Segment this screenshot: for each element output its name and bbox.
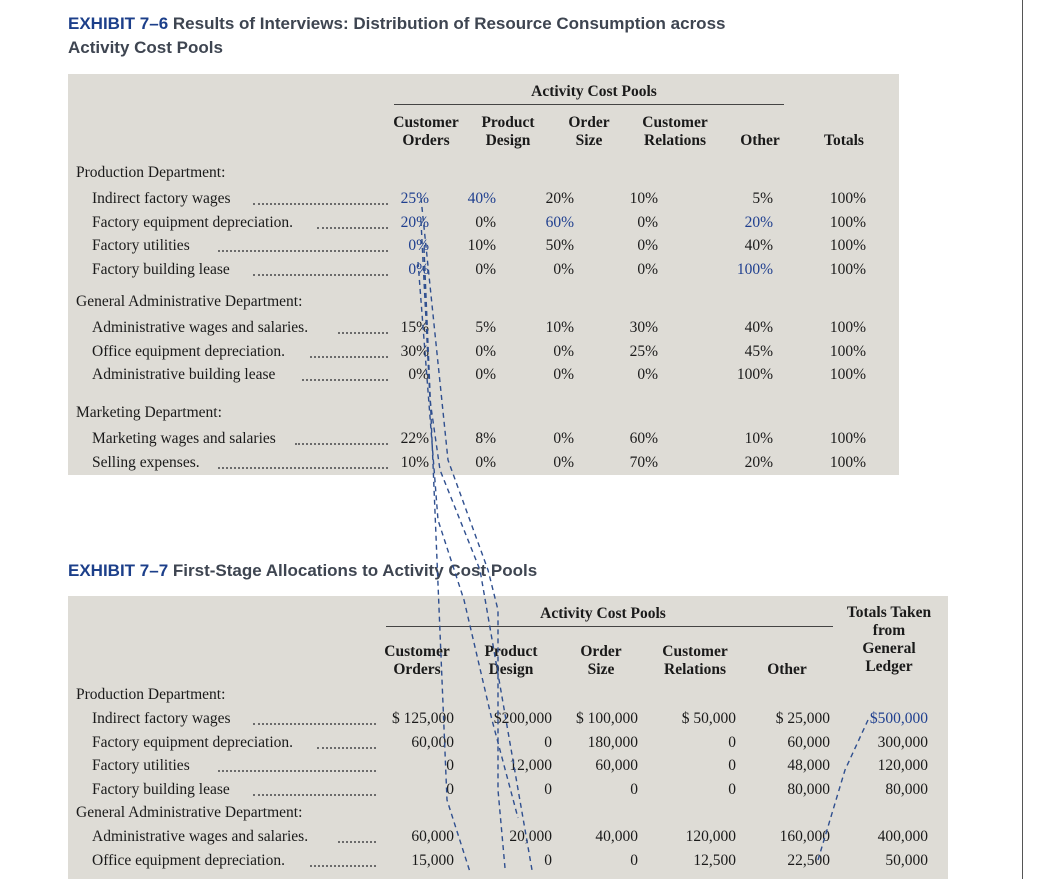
ex6-cell: 0% <box>475 342 496 360</box>
ex7-cell: 12,000 <box>509 757 552 774</box>
ex7-section-heading: Production Department: <box>76 686 226 703</box>
ex6-row-label: Factory utilities <box>92 237 190 254</box>
ex6-cell: 0% <box>637 366 658 383</box>
ex6-cell: 50% <box>545 237 574 254</box>
ex6-cell: 100% <box>736 260 773 278</box>
ex6-cell: 20% <box>744 453 773 471</box>
ex6-cell: 10% <box>744 430 773 447</box>
ex7-row-label: Indirect factory wages <box>92 710 231 727</box>
ex6-cell: 10% <box>400 453 429 471</box>
ex7-col-other: Other <box>767 661 807 678</box>
ex6-col-totals: Totals <box>824 132 864 149</box>
exhibit-7-7-title-text: First-Stage Allocations to Activity Cost Pools <box>172 561 538 580</box>
ex7-cell: $200,000 <box>493 710 552 727</box>
ex6-cell: 70% <box>629 453 658 471</box>
ex6-cell: 0% <box>475 366 496 383</box>
ex6-section-heading: Production Department: <box>76 164 226 181</box>
ex6-cell: 0% <box>475 213 496 231</box>
ex7-col-order-size: Order Size <box>580 643 622 678</box>
ex6-cell: 0% <box>553 260 574 278</box>
exhibit-7-6-title-line1: Results of Interviews: Distribution of Resource Consumption across <box>172 14 726 33</box>
exhibit-7-6-title-line2: Activity Cost Pools <box>68 38 223 57</box>
ex7-cell: 180,000 <box>587 733 638 751</box>
ex7-cell: 0 <box>446 780 454 798</box>
ex7-cell: 22,500 <box>787 851 830 869</box>
ex7-cell: $ 125,000 <box>392 710 454 727</box>
ex7-row-label: Factory utilities <box>92 757 190 774</box>
ex7-cell: 300,000 <box>877 733 928 751</box>
ex6-cell: 0% <box>408 366 429 383</box>
ex6-cell: 60% <box>545 213 574 231</box>
ex7-col-customer-relations: Customer Relations <box>662 643 728 678</box>
ex6-row-label: Selling expenses. <box>92 453 200 471</box>
ex7-cell: $500,000 <box>869 710 928 727</box>
ex6-cell: 100% <box>829 260 866 278</box>
ex6-cell: 0% <box>553 453 574 471</box>
ex7-cell: 15,000 <box>411 851 454 869</box>
ex7-col-totals: Totals Taken from General Ledger <box>846 604 932 675</box>
ex7-col-customer-orders: Customer Orders <box>384 643 450 678</box>
ex6-cell: 22% <box>400 430 429 447</box>
ex6-cell: 0% <box>553 430 574 447</box>
ex7-cell: 0 <box>630 851 638 869</box>
arrow-path-utilities <box>424 248 470 872</box>
ex7-cell: 80,000 <box>787 780 830 798</box>
ex6-cell: 0% <box>637 260 658 278</box>
ex6-cell: 0% <box>637 213 658 231</box>
ex6-row-label: Marketing wages and salaries <box>92 430 276 447</box>
arrow-path-customer-orders <box>421 221 532 870</box>
ex7-section-heading: General Administrative Department: <box>76 804 303 821</box>
ex7-cell: 160,000 <box>779 828 830 845</box>
ex6-cell: 45% <box>744 342 773 360</box>
ex7-cell: 120,000 <box>685 828 736 845</box>
ex6-row-label: Indirect factory wages <box>92 190 231 207</box>
ex7-row-label: Administrative wages and salaries. <box>92 828 309 845</box>
ex6-cell: 0% <box>553 342 574 360</box>
ex6-section-heading: General Administrative Department: <box>76 293 303 310</box>
ex6-cell: 100% <box>829 190 866 207</box>
ex7-cell: 0 <box>728 733 736 751</box>
ex7-group-header: Activity Cost Pools <box>540 605 666 622</box>
ex7-row-label: Factory building lease <box>92 780 230 798</box>
ex6-cell: 15% <box>400 319 429 336</box>
ex6-cell: 0% <box>408 237 429 254</box>
ex6-cell: 30% <box>629 319 658 336</box>
ex7-cell: 0 <box>728 757 736 774</box>
exhibit-7-7-number: EXHIBIT 7–7 <box>68 561 169 580</box>
ex7-cell: 60,000 <box>411 828 454 845</box>
ex6-cell: 100% <box>829 213 866 231</box>
ex6-col-product-design: Product Design <box>481 114 535 149</box>
ex6-col-other: Other <box>740 132 780 149</box>
ex6-cell: 10% <box>467 237 496 254</box>
ex6-cell: 40% <box>744 237 773 254</box>
ex7-cell: 60,000 <box>787 733 830 751</box>
ex6-cell: 100% <box>829 319 866 336</box>
ex6-col-customer-orders: Customer Orders <box>393 114 459 149</box>
ex7-cell: 80,000 <box>885 780 928 798</box>
ex6-cell: 40% <box>744 319 773 336</box>
ex6-cell: 20% <box>400 213 429 231</box>
ex6-cell: 25% <box>629 342 658 360</box>
ex6-cell: 100% <box>829 237 866 254</box>
ex6-section-heading: Marketing Department: <box>76 404 222 421</box>
ex7-cell: 0 <box>728 780 736 798</box>
ex6-cell: 5% <box>475 319 496 336</box>
ex7-cell: 60,000 <box>411 733 454 751</box>
ex7-cell: 20,000 <box>509 828 552 845</box>
ex7-row-label: Office equipment depreciation. <box>92 851 285 869</box>
ex6-cell: 100% <box>829 366 866 383</box>
exhibit-7-6-number: EXHIBIT 7–6 <box>68 14 169 33</box>
ex7-col-product-design: Product Design <box>484 643 538 678</box>
ex7-cell: 120,000 <box>877 757 928 774</box>
ex6-row-label: Factory equipment depreciation. <box>92 213 294 231</box>
ex6-cell: 8% <box>475 430 496 447</box>
ex6-cell: 0% <box>475 453 496 471</box>
ex7-cell: 0 <box>446 757 454 774</box>
ex6-row-label: Administrative wages and salaries. <box>92 319 309 336</box>
ex6-cell: 0% <box>408 260 429 278</box>
ex6-cell: 100% <box>829 430 866 447</box>
ex7-cell: $ 25,000 <box>775 710 830 727</box>
ex7-cell: 40,000 <box>595 828 638 845</box>
ex6-cell: 100% <box>736 366 773 383</box>
ex7-row-label: Factory equipment depreciation. <box>92 733 294 751</box>
ex6-col-customer-relations: Customer Relations <box>642 114 708 149</box>
ex7-cell: 0 <box>544 780 552 798</box>
ex6-row-label: Office equipment depreciation. <box>92 342 285 360</box>
ex7-cell: 48,000 <box>787 757 830 774</box>
ex6-cell: 10% <box>545 319 574 336</box>
ex6-col-order-size: Order Size <box>568 114 610 149</box>
ex6-group-header: Activity Cost Pools <box>531 83 657 100</box>
ex6-cell: 0% <box>637 237 658 254</box>
ex6-cell: 40% <box>467 190 496 207</box>
ex6-cell: 25% <box>400 190 429 207</box>
ex6-cell: 0% <box>553 366 574 383</box>
ex6-cell: 30% <box>400 342 429 360</box>
ex7-cell: 50,000 <box>885 851 928 869</box>
ex6-cell: 60% <box>629 430 658 447</box>
ex7-cell: 60,000 <box>595 757 638 774</box>
ex7-cell: 0 <box>544 851 552 869</box>
ex6-cell: 100% <box>829 453 866 471</box>
ex6-cell: 20% <box>545 190 574 207</box>
ex7-cell: 12,500 <box>693 851 736 869</box>
ex7-cell: 400,000 <box>877 828 928 845</box>
ex7-cell: $ 100,000 <box>576 710 638 727</box>
ex6-row-label: Administrative building lease <box>92 366 276 383</box>
ex6-cell: 0% <box>475 260 496 278</box>
ex7-cell: 0 <box>630 780 638 798</box>
ex6-cell: 100% <box>829 342 866 360</box>
ex7-cell: 0 <box>544 733 552 751</box>
arrow-path-product-design <box>421 198 505 868</box>
ex6-row-label: Factory building lease <box>92 260 230 278</box>
ex7-cell: $ 50,000 <box>681 710 736 727</box>
ex6-cell: 10% <box>629 190 658 207</box>
ex6-cell: 5% <box>752 190 773 207</box>
arrow-path-totals <box>818 720 868 860</box>
ex6-cell: 20% <box>744 213 773 231</box>
